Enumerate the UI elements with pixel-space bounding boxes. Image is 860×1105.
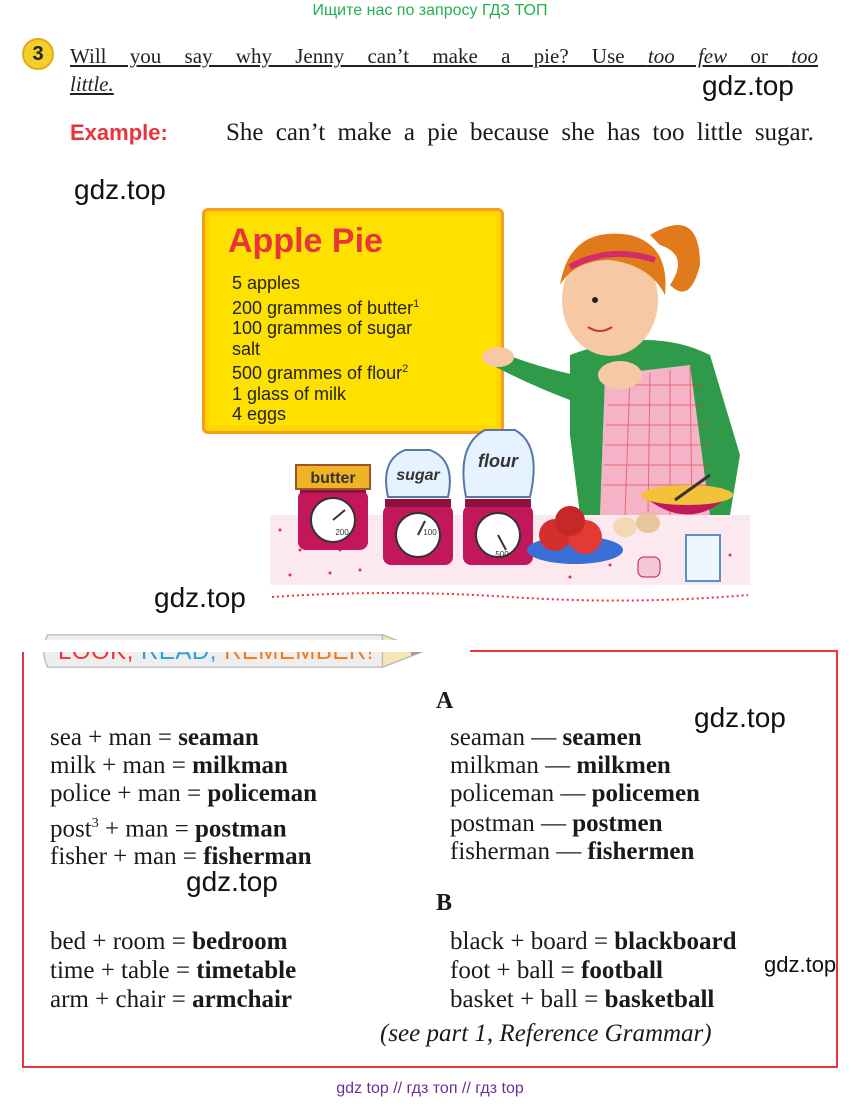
header-search-hint[interactable]: Ищите нас по запросу ГДЗ ТОП [312, 2, 548, 19]
dial-label: 500 [495, 550, 509, 559]
recipe-item: 5 apples [232, 273, 301, 293]
plural-row: milkman — milkmen [450, 752, 671, 779]
egg [613, 517, 637, 537]
recipe-item: 100 grammes of sugar [232, 318, 413, 338]
section-a-right-column [450, 724, 700, 866]
recipe-item: 1 glass of milk [232, 383, 347, 404]
instruction-text: Will you say why Jenny can’t make a pie? Use [70, 44, 625, 68]
compound-row: time + table = timetable [50, 957, 297, 984]
example-sentence: She can’t make a pie because she has too little sugar. [226, 119, 814, 146]
egg [636, 513, 660, 533]
instruction-too-few: too few [647, 44, 728, 68]
instruction-too: too [791, 44, 819, 68]
watermark: gdz.top [702, 70, 794, 101]
section-b-left-column [50, 927, 296, 1014]
recipe-item: 500 grammes of flour$^2$ [232, 363, 409, 383]
exercise-instruction-line2 [70, 70, 114, 98]
instruction-or: or [750, 44, 768, 68]
instruction-little: little [70, 72, 109, 96]
watermark: gdz.top [764, 952, 837, 977]
reference-note: (see part 1, Reference Grammar) [380, 1020, 712, 1047]
compound-row: sea + man = seaman [50, 724, 259, 751]
plural-row: postman — postmen [450, 810, 663, 837]
plural-row: seaman — seamen [450, 724, 642, 751]
scale-label-butter: butter [310, 470, 356, 487]
compound-row: black + board = blackboard [450, 928, 737, 955]
compound-row: basket + ball = basketball [450, 986, 715, 1013]
recipe-item: 4 eggs [232, 404, 287, 424]
recipe-item: 200 grammes of butter$^1$ [232, 297, 420, 318]
watermark: gdz.top [154, 582, 246, 613]
compound-row: milk + man = milkman [50, 752, 288, 779]
section-b-right-column [450, 927, 737, 1014]
plural-row: fisherman — fishermen [450, 838, 695, 865]
watermark: gdz.top [186, 866, 278, 897]
example-label: Example: [70, 120, 168, 145]
scale-label-flour: flour [478, 451, 518, 471]
dial-label: 200 [335, 528, 349, 537]
footer-links[interactable]: gdz top // гдз топ // гдз top [336, 1080, 524, 1097]
section-a-label: A [436, 688, 454, 714]
tablecloth-edge [272, 593, 748, 601]
apple [555, 506, 585, 536]
girl-pointing-hand [482, 347, 514, 367]
exercise-instruction [70, 42, 818, 70]
compound-row: foot + ball = football [450, 957, 663, 984]
plural-row: policeman — policemen [450, 780, 700, 807]
salt-shaker [638, 557, 660, 577]
compound-row: post$^3$ + man = postman [50, 815, 287, 843]
girl-eye [592, 297, 598, 303]
compound-row: police + man = policeman [50, 780, 318, 807]
frame-gap [22, 640, 470, 652]
section-a-left-column [50, 724, 317, 871]
girl-hand-chest [598, 361, 642, 389]
compound-row: fisher + man = fisherman [50, 843, 312, 871]
exercise-number-badge: 3 [22, 38, 54, 70]
instruction-period: . [108, 72, 114, 96]
bowl-contents [641, 485, 733, 505]
scale-label-sugar: sugar [396, 467, 440, 484]
watermark: gdz.top [74, 174, 166, 205]
watermark: gdz.top [694, 702, 786, 733]
milk-glass [686, 535, 720, 581]
compound-row: arm + chair = armchair [50, 986, 293, 1013]
kitchen-illustration [270, 205, 750, 610]
recipe-title: Apple Pie [228, 222, 383, 260]
recipe-item: salt [232, 338, 261, 359]
dial-label: 100 [423, 528, 437, 537]
compound-row: bed + room = bedroom [50, 928, 288, 955]
section-b-label: B [436, 890, 453, 916]
